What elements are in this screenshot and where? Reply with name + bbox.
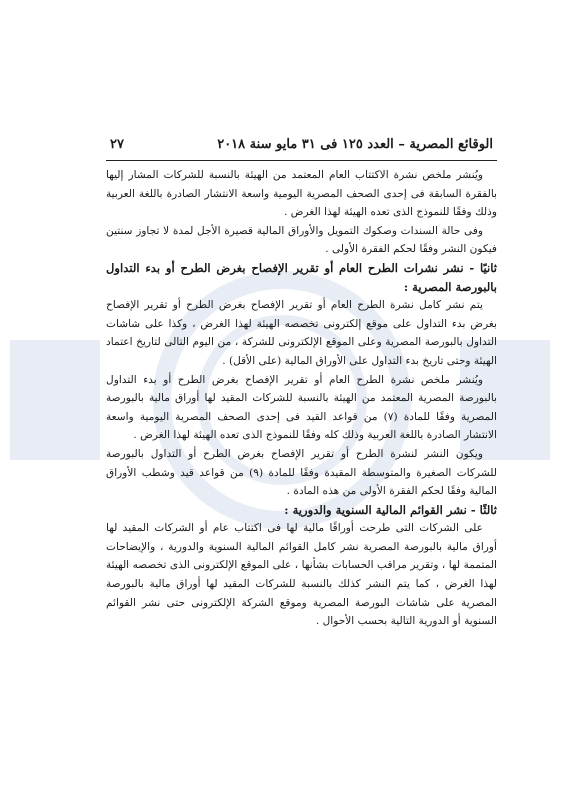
page-content — [106, 166, 497, 631]
paragraph: وفى حالة السندات وصكوك التمويل والأوراق المالية قصيرة الأجل لمدة لا تجاوز سنتين فيكون النشر وفقًا لحكم الفقرة الأولى . — [106, 224, 497, 256]
section-heading: ثالثًا - نشر القوائم المالية السنوية والدورية : — [284, 502, 497, 517]
running-title: الوقائع المصرية – العدد ١٢٥ فى ٣١ مايو سنة ٢٠١٨ — [217, 136, 493, 152]
paragraph: على الشركات التى طرحت أوراقًا مالية لها فى اكتتاب عام أو الشركات المقيد لها أوراق مالية بالبورصة المصرية نشر كامل القوائم المالية السنوية والدورية ، والإيضاحات المتممة لها ، وتقرير مراقب الحسابات بشأنها ، على الموقع الإلكترونى الذى تخصصه الهيئة لهذا الغرض ، كما يتم النشر كذلك بالنسبة للشركات المقيد لها أوراق مالية بالبورصة المصرية على شاشات البورصة المصرية وموقع الشركة الإلكترونى حتى نشر القوائم السنوية أو الدورية التالية بحسب الأحوال . — [106, 522, 497, 628]
section-heading: ثانيًا - نشر نشرات الطرح العام أو تقرير الإفصاح بغرض الطرح أو بدء التداول بالبورصة المصرية : — [106, 260, 497, 294]
page-header — [110, 133, 493, 155]
paragraph: ويُنشر ملخص نشرة الطرح العام أو تقرير الإفصاح بغرض الطرح أو بدء التداول بالبورصة المصرية المعتمد من الهيئة بالنسبة للشركات المقيد لها أوراق مالية بالبورصة المصرية وفقًا للمادة (٧) من قواعد القيد فى إحدى الصحف المصرية اليومية واسعة الانتشار الصادرة باللغة العربية وذلك كله وفقًا للنموذج الذى تعده الهيئة لهذا الغرض . — [106, 373, 497, 442]
paragraph: يتم نشر كامل نشرة الطرح العام أو تقرير الإفصاح بغرض الطرح أو تقرير الإفصاح بغرض بدء التداول على موقع إلكترونى تخصصه الهيئة لهذا الغرض ، وكذا على شاشات التداول بالبورصة المصرية وعلى الموقع الإلكترونى للشركة ، من اليوم التالى لتاريخ اعتماد الهيئة وحتى تاريخ بدء التداول على الأوراق المالية (على الأقل) . — [106, 299, 497, 367]
page-number: ٢٧ — [110, 136, 124, 152]
paragraph: ويكون النشر لنشرة الطرح أو تقرير الإفصاح بغرض الطرح أو التداول بالبورصة للشركات الصغيرة والمتوسطة المقيدة وفقًا للمادة (٩) من قواعد قيد وشطب الأوراق المالية وفقًا لحكم الفقرة الأولى من هذه المادة . — [106, 447, 497, 498]
paragraph: ويُنشر ملخص نشرة الاكتتاب العام المعتمد من الهيئة بالنسبة للشركات المشار إليها بالفقرة السابقة فى إحدى الصحف المصرية اليومية واسعة الانتشار الصادرة باللغة العربية وذلك وفقًا للنموذج الذى تعده الهيئة لهذا الغرض . — [106, 169, 497, 219]
header-rule — [106, 160, 497, 161]
